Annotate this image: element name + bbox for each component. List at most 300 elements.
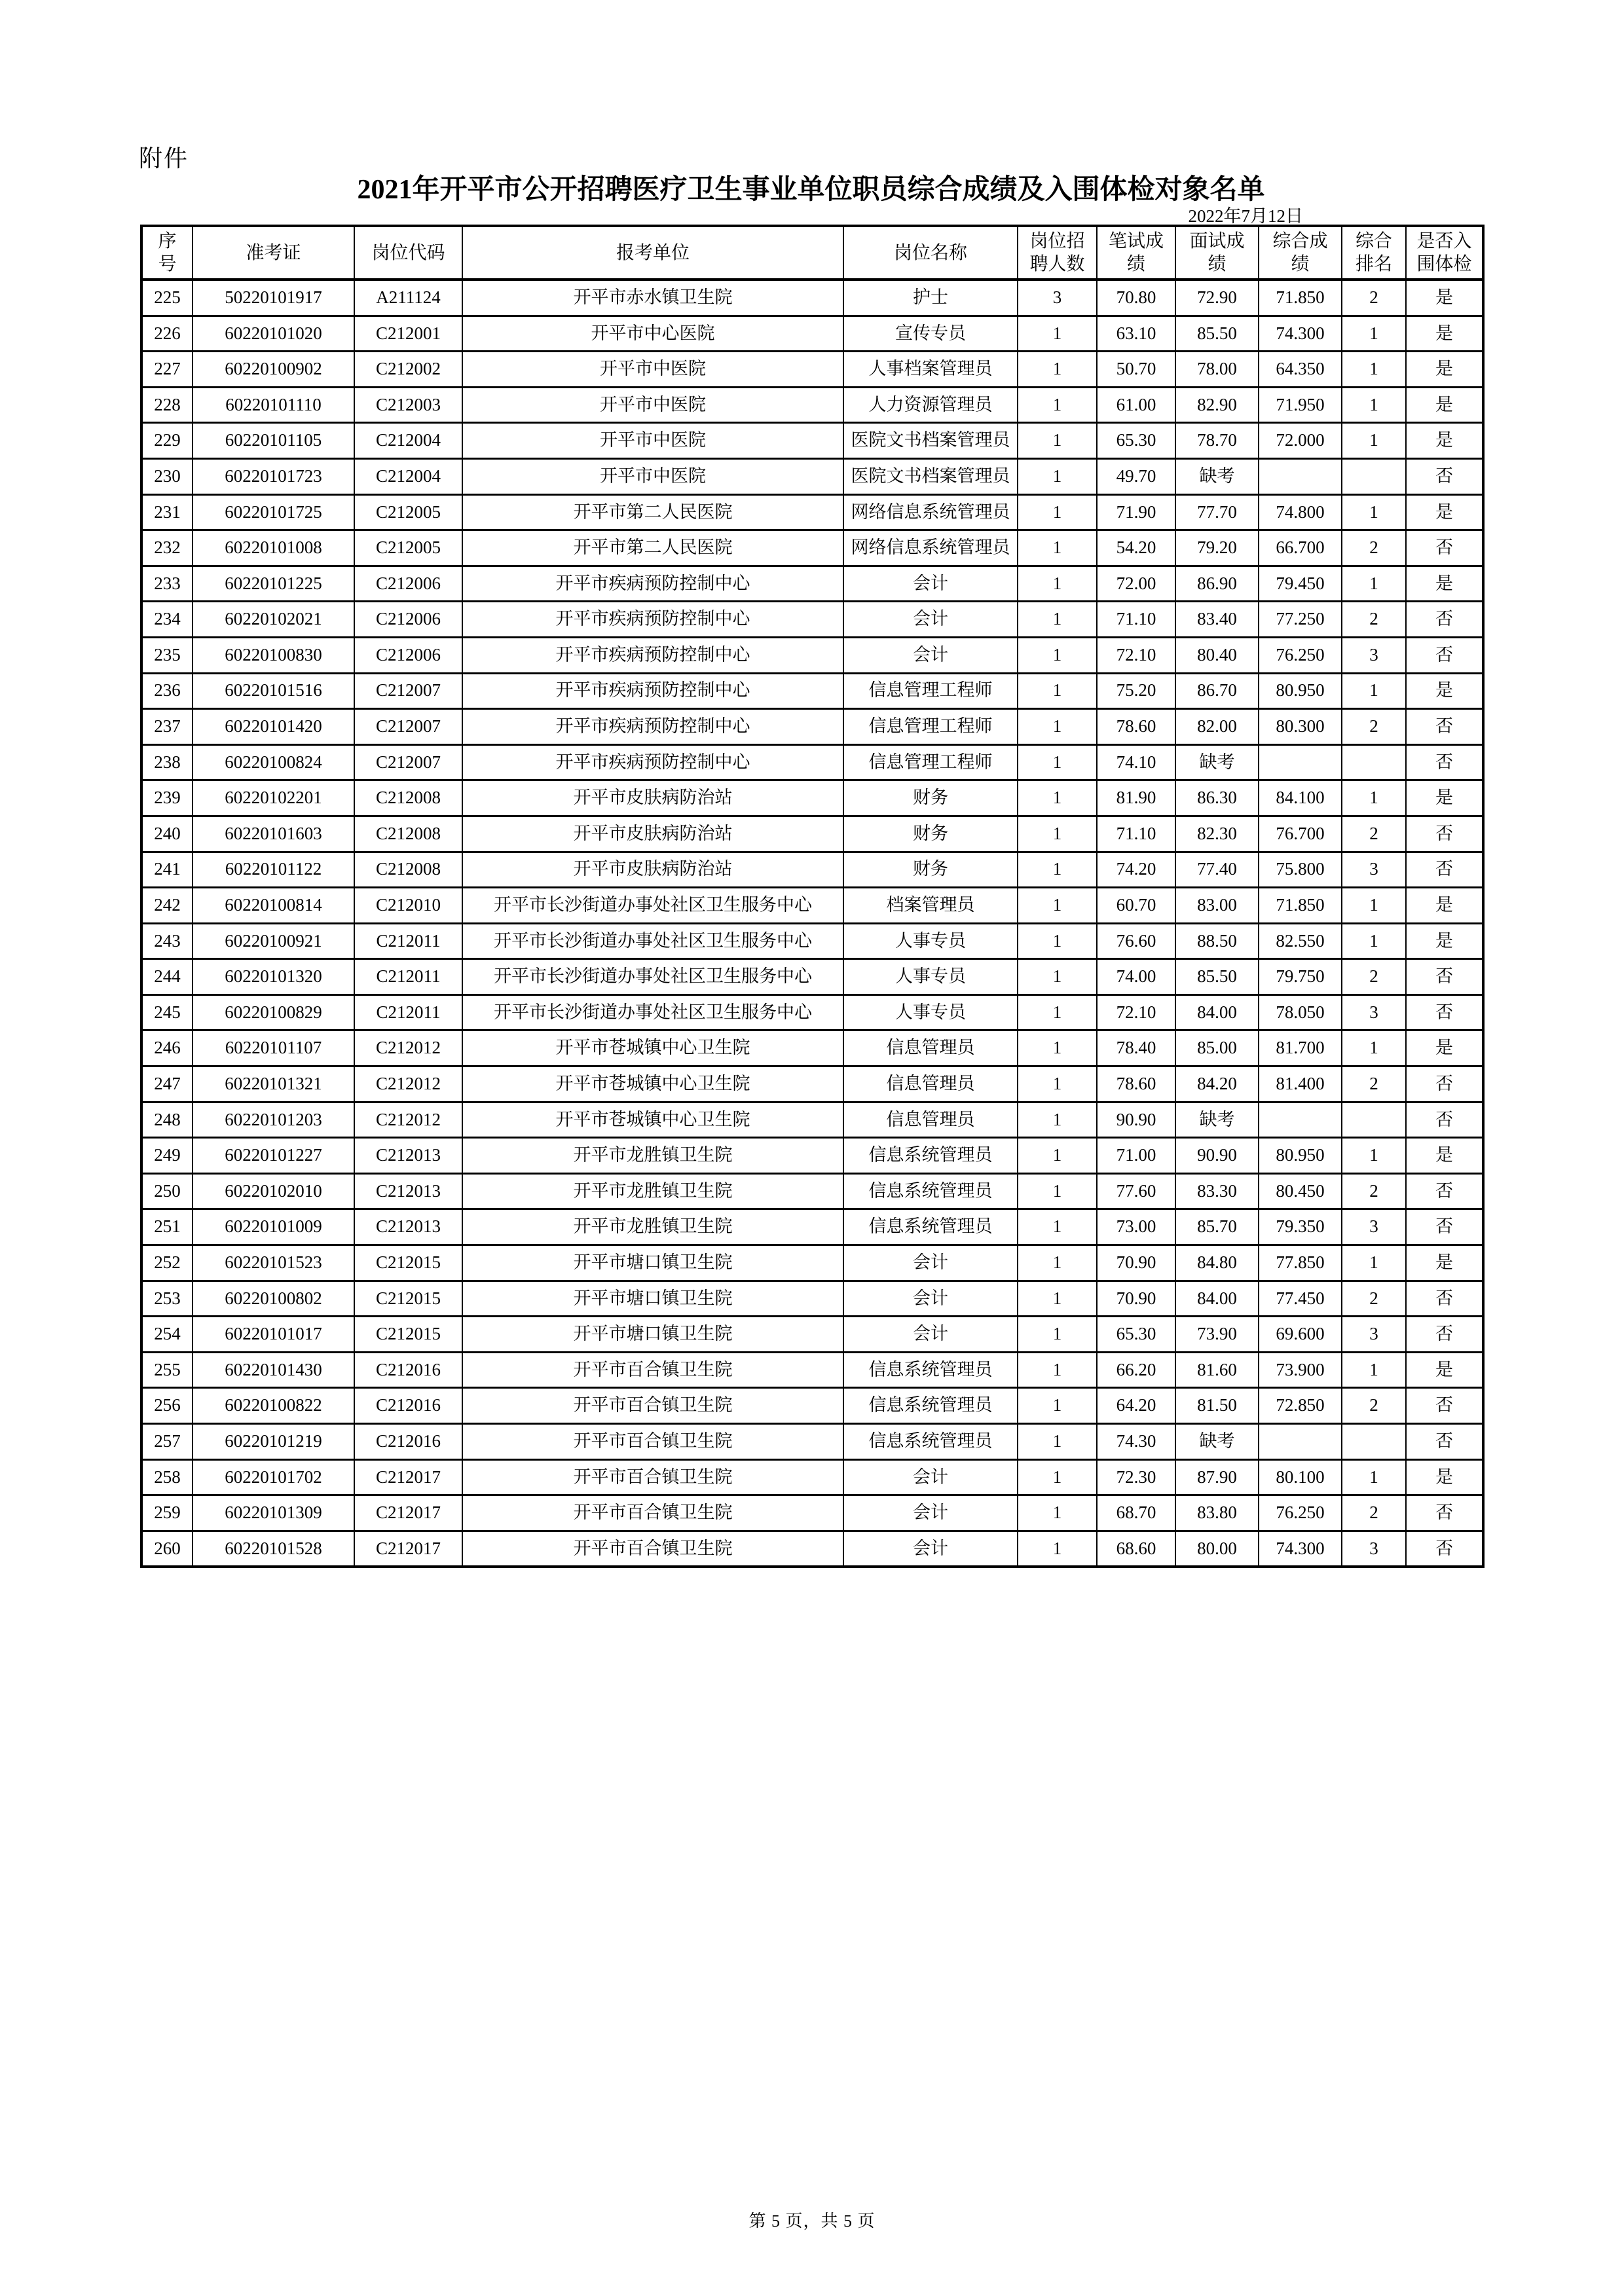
cell: 86.90: [1175, 566, 1259, 602]
cell: 开平市疾病预防控制中心: [462, 566, 843, 602]
cell: 开平市龙胜镇卫生院: [462, 1138, 843, 1174]
cell: 248: [141, 1102, 193, 1138]
cell: C212015: [354, 1281, 462, 1317]
cell: 1: [1018, 816, 1097, 852]
cell: 1: [1342, 780, 1406, 816]
cell: 256: [141, 1388, 193, 1424]
cell: 71.00: [1097, 1138, 1175, 1174]
cell: 开平市苍城镇中心卫生院: [462, 1030, 843, 1066]
cell: 80.300: [1259, 709, 1342, 745]
cell: 65.30: [1097, 423, 1175, 459]
cell: 73.900: [1259, 1352, 1342, 1388]
cell: 79.350: [1259, 1209, 1342, 1245]
page-footer: 第 5 页，共 5 页: [748, 2212, 876, 2231]
cell: 财务: [843, 816, 1018, 852]
cell: 80.100: [1259, 1459, 1342, 1495]
cell: 79.750: [1259, 959, 1342, 995]
cell: 开平市皮肤病防治站: [462, 852, 843, 888]
table-row: [141, 1066, 1483, 1102]
table-row: [141, 1173, 1483, 1209]
cell: 1: [1018, 780, 1097, 816]
cell: 86.70: [1175, 673, 1259, 709]
cell: 否: [1406, 994, 1483, 1030]
cell: 是: [1406, 423, 1483, 459]
cell: 1: [1342, 1138, 1406, 1174]
table-row: [141, 923, 1483, 959]
table-row: [141, 530, 1483, 566]
cell: 72.850: [1259, 1388, 1342, 1424]
cell: 60220101309: [193, 1495, 354, 1531]
cell: 70.90: [1097, 1281, 1175, 1317]
cell: [1342, 744, 1406, 780]
cell: 1: [1018, 1102, 1097, 1138]
cell: 84.20: [1175, 1066, 1259, 1102]
cell: C212017: [354, 1459, 462, 1495]
cell: 74.20: [1097, 852, 1175, 888]
page-title: 2021年开平市公开招聘医疗卫生事业单位职员综合成绩及入围体检对象名单: [357, 175, 1265, 205]
cell: 1: [1018, 1352, 1097, 1388]
cell: 人事专员: [843, 994, 1018, 1030]
cell: 缺考: [1175, 1102, 1259, 1138]
cell: 60220100824: [193, 744, 354, 780]
cell: C212011: [354, 923, 462, 959]
cell: 60220101225: [193, 566, 354, 602]
table-row: [141, 1030, 1483, 1066]
cell: 会计: [843, 637, 1018, 673]
cell: 82.00: [1175, 709, 1259, 745]
cell: 1: [1018, 423, 1097, 459]
cell: 240: [141, 816, 193, 852]
cell: 否: [1406, 852, 1483, 888]
column-header: 是否入围体检: [1406, 226, 1483, 280]
cell: 50.70: [1097, 352, 1175, 388]
cell: 60220100814: [193, 888, 354, 924]
cell: 是: [1406, 923, 1483, 959]
cell: 开平市疾病预防控制中心: [462, 744, 843, 780]
cell: 1: [1342, 566, 1406, 602]
cell: 财务: [843, 780, 1018, 816]
cell: 信息系统管理员: [843, 1209, 1018, 1245]
cell: 是: [1406, 280, 1483, 316]
cell: 信息系统管理员: [843, 1138, 1018, 1174]
cell: 1: [1342, 1352, 1406, 1388]
cell: 60.70: [1097, 888, 1175, 924]
cell: 82.550: [1259, 923, 1342, 959]
cell: 246: [141, 1030, 193, 1066]
table-row: [141, 1317, 1483, 1353]
cell: 1: [1018, 709, 1097, 745]
cell: 60220101227: [193, 1138, 354, 1174]
cell: 是: [1406, 494, 1483, 530]
cell: 1: [1018, 1209, 1097, 1245]
cell: 255: [141, 1352, 193, 1388]
cell: 72.00: [1097, 566, 1175, 602]
cell: 2: [1342, 1388, 1406, 1424]
cell: 258: [141, 1459, 193, 1495]
cell: 84.80: [1175, 1245, 1259, 1281]
date-label: 2022年7月12日: [1188, 206, 1303, 226]
cell: 76.700: [1259, 816, 1342, 852]
cell: 开平市百合镇卫生院: [462, 1352, 843, 1388]
cell: 3: [1342, 994, 1406, 1030]
cell: [1342, 458, 1406, 494]
cell: 79.20: [1175, 530, 1259, 566]
cell: 71.10: [1097, 602, 1175, 638]
cell: 75.800: [1259, 852, 1342, 888]
cell: 1: [1018, 1066, 1097, 1102]
cell: C212007: [354, 744, 462, 780]
cell: 77.60: [1097, 1173, 1175, 1209]
cell: 50220101917: [193, 280, 354, 316]
cell: 信息系统管理员: [843, 1388, 1018, 1424]
table-row: [141, 1245, 1483, 1281]
cell: 74.300: [1259, 1531, 1342, 1567]
table-row: [141, 458, 1483, 494]
cell: 是: [1406, 352, 1483, 388]
table-row: [141, 387, 1483, 423]
cell: 234: [141, 602, 193, 638]
cell: 78.00: [1175, 352, 1259, 388]
cell: C212008: [354, 852, 462, 888]
cell: 是: [1406, 1030, 1483, 1066]
cell: 缺考: [1175, 458, 1259, 494]
cell: 1: [1342, 888, 1406, 924]
cell: 1: [1018, 1173, 1097, 1209]
cell: 70.90: [1097, 1245, 1175, 1281]
cell: 1: [1018, 1317, 1097, 1353]
cell: 60220101105: [193, 423, 354, 459]
cell: 73.00: [1097, 1209, 1175, 1245]
cell: 信息系统管理员: [843, 1424, 1018, 1460]
cell: 242: [141, 888, 193, 924]
cell: 信息系统管理员: [843, 1352, 1018, 1388]
cell: 1: [1018, 852, 1097, 888]
cell: 是: [1406, 1352, 1483, 1388]
cell: 233: [141, 566, 193, 602]
cell: 1: [1018, 1424, 1097, 1460]
cell: 网络信息系统管理员: [843, 530, 1018, 566]
cell: 开平市百合镇卫生院: [462, 1424, 843, 1460]
cell: C212015: [354, 1245, 462, 1281]
cell: 否: [1406, 1317, 1483, 1353]
cell: 1: [1018, 1281, 1097, 1317]
cell: C212012: [354, 1102, 462, 1138]
cell: 医院文书档案管理员: [843, 458, 1018, 494]
cell: 60220101516: [193, 673, 354, 709]
cell: 74.00: [1097, 959, 1175, 995]
cell: 65.30: [1097, 1317, 1175, 1353]
cell: 71.950: [1259, 387, 1342, 423]
cell: 241: [141, 852, 193, 888]
cell: 60220101203: [193, 1102, 354, 1138]
cell: 3: [1018, 280, 1097, 316]
cell: 229: [141, 423, 193, 459]
cell: 72.10: [1097, 637, 1175, 673]
cell: 会计: [843, 566, 1018, 602]
cell: 232: [141, 530, 193, 566]
cell: C212001: [354, 316, 462, 352]
cell: 60220101009: [193, 1209, 354, 1245]
cell: 1: [1018, 994, 1097, 1030]
cell: 249: [141, 1138, 193, 1174]
cell: 开平市中医院: [462, 458, 843, 494]
cell: C212004: [354, 423, 462, 459]
table-row: [141, 852, 1483, 888]
table-row: [141, 888, 1483, 924]
cell: 78.70: [1175, 423, 1259, 459]
cell: 信息管理员: [843, 1066, 1018, 1102]
cell: 医院文书档案管理员: [843, 423, 1018, 459]
cell: 68.60: [1097, 1531, 1175, 1567]
cell: 否: [1406, 1531, 1483, 1567]
cell: 1: [1018, 458, 1097, 494]
cell: [1259, 458, 1342, 494]
cell: 60220101420: [193, 709, 354, 745]
cell: 77.70: [1175, 494, 1259, 530]
column-header: 笔试成绩: [1097, 226, 1175, 280]
table-row: [141, 1281, 1483, 1317]
cell: C212015: [354, 1317, 462, 1353]
cell: 71.10: [1097, 816, 1175, 852]
cell: 开平市塘口镇卫生院: [462, 1281, 843, 1317]
cell: 1: [1018, 316, 1097, 352]
cell: 254: [141, 1317, 193, 1353]
cell: C212013: [354, 1138, 462, 1174]
cell: 宣传专员: [843, 316, 1018, 352]
column-header: 准考证: [193, 226, 354, 280]
cell: 开平市龙胜镇卫生院: [462, 1209, 843, 1245]
cell: 开平市百合镇卫生院: [462, 1531, 843, 1567]
cell: 信息管理员: [843, 1102, 1018, 1138]
cell: 信息管理工程师: [843, 744, 1018, 780]
cell: 85.00: [1175, 1030, 1259, 1066]
cell: 信息管理员: [843, 1030, 1018, 1066]
cell: 信息管理工程师: [843, 673, 1018, 709]
column-header: 序号: [141, 226, 193, 280]
cell: 3: [1342, 852, 1406, 888]
cell: 1: [1018, 387, 1097, 423]
cell: 78.050: [1259, 994, 1342, 1030]
cell: 信息管理工程师: [843, 709, 1018, 745]
cell: 会计: [843, 1495, 1018, 1531]
cell: 1: [1018, 1138, 1097, 1174]
cell: 否: [1406, 1495, 1483, 1531]
cell: 76.250: [1259, 637, 1342, 673]
cell: 83.80: [1175, 1495, 1259, 1531]
cell: 否: [1406, 959, 1483, 995]
cell: 1: [1018, 1388, 1097, 1424]
cell: 否: [1406, 637, 1483, 673]
cell: 72.30: [1097, 1459, 1175, 1495]
cell: 是: [1406, 888, 1483, 924]
cell: 66.20: [1097, 1352, 1175, 1388]
cell: 60220101430: [193, 1352, 354, 1388]
cell: 2: [1342, 1495, 1406, 1531]
cell: C212017: [354, 1531, 462, 1567]
cell: 257: [141, 1424, 193, 1460]
table-row: [141, 994, 1483, 1030]
cell: 78.60: [1097, 709, 1175, 745]
cell: 238: [141, 744, 193, 780]
cell: 是: [1406, 1459, 1483, 1495]
cell: C212010: [354, 888, 462, 924]
cell: 开平市长沙街道办事处社区卫生服务中心: [462, 923, 843, 959]
cell: 会计: [843, 1531, 1018, 1567]
cell: 3: [1342, 1531, 1406, 1567]
cell: 1: [1018, 1030, 1097, 1066]
cell: C212006: [354, 602, 462, 638]
cell: 开平市疾病预防控制中心: [462, 602, 843, 638]
cell: 80.950: [1259, 673, 1342, 709]
cell: 1: [1018, 959, 1097, 995]
table-row: [141, 959, 1483, 995]
table-row: [141, 1388, 1483, 1424]
cell: 77.250: [1259, 602, 1342, 638]
cell: 60220101702: [193, 1459, 354, 1495]
cell: 1: [1342, 1245, 1406, 1281]
table-row: [141, 1531, 1483, 1567]
table-row: [141, 1495, 1483, 1531]
cell: 开平市中医院: [462, 423, 843, 459]
cell: 64.20: [1097, 1388, 1175, 1424]
cell: 76.250: [1259, 1495, 1342, 1531]
column-header: 综合排名: [1342, 226, 1406, 280]
cell: 开平市皮肤病防治站: [462, 780, 843, 816]
cell: 76.60: [1097, 923, 1175, 959]
cell: 61.00: [1097, 387, 1175, 423]
cell: 1: [1342, 673, 1406, 709]
cell: 2: [1342, 602, 1406, 638]
cell: 否: [1406, 816, 1483, 852]
cell: 228: [141, 387, 193, 423]
cell: 85.50: [1175, 316, 1259, 352]
cell: 60220101110: [193, 387, 354, 423]
cell: C212005: [354, 494, 462, 530]
cell: 2: [1342, 816, 1406, 852]
cell: 3: [1342, 637, 1406, 673]
cell: 否: [1406, 602, 1483, 638]
cell: 否: [1406, 1102, 1483, 1138]
cell: 237: [141, 709, 193, 745]
cell: 243: [141, 923, 193, 959]
cell: 71.850: [1259, 888, 1342, 924]
cell: 80.00: [1175, 1531, 1259, 1567]
table-row: [141, 1424, 1483, 1460]
cell: 60220101008: [193, 530, 354, 566]
table-row: [141, 352, 1483, 388]
cell: 否: [1406, 1281, 1483, 1317]
cell: 60220102201: [193, 780, 354, 816]
cell: 83.40: [1175, 602, 1259, 638]
cell: 会计: [843, 1245, 1018, 1281]
cell: 开平市中医院: [462, 387, 843, 423]
cell: 77.40: [1175, 852, 1259, 888]
cell: 60220101723: [193, 458, 354, 494]
cell: 否: [1406, 1388, 1483, 1424]
cell: 开平市百合镇卫生院: [462, 1459, 843, 1495]
cell: 88.50: [1175, 923, 1259, 959]
cell: 71.850: [1259, 280, 1342, 316]
cell: 开平市疾病预防控制中心: [462, 673, 843, 709]
table-row: [141, 1102, 1483, 1138]
cell: [1342, 1102, 1406, 1138]
cell: 60220101017: [193, 1317, 354, 1353]
table-row: [141, 673, 1483, 709]
cell: 缺考: [1175, 744, 1259, 780]
cell: C212012: [354, 1066, 462, 1102]
cell: 72.000: [1259, 423, 1342, 459]
cell: 226: [141, 316, 193, 352]
cell: 230: [141, 458, 193, 494]
cell: 60220101603: [193, 816, 354, 852]
cell: 60220101320: [193, 959, 354, 995]
cell: 60220102010: [193, 1173, 354, 1209]
cell: 81.400: [1259, 1066, 1342, 1102]
cell: 70.80: [1097, 280, 1175, 316]
cell: 60220101219: [193, 1424, 354, 1460]
cell: 会计: [843, 602, 1018, 638]
cell: C212013: [354, 1173, 462, 1209]
table-row: [141, 1459, 1483, 1495]
table-row: [141, 709, 1483, 745]
cell: 74.800: [1259, 494, 1342, 530]
cell: 80.950: [1259, 1138, 1342, 1174]
cell: 245: [141, 994, 193, 1030]
cell: 72.90: [1175, 280, 1259, 316]
cell: 开平市苍城镇中心卫生院: [462, 1066, 843, 1102]
cell: 1: [1018, 602, 1097, 638]
cell: C212008: [354, 816, 462, 852]
cell: 开平市中医院: [462, 352, 843, 388]
cell: 1: [1018, 744, 1097, 780]
cell: 信息系统管理员: [843, 1173, 1018, 1209]
cell: 259: [141, 1495, 193, 1531]
cell: 人力资源管理员: [843, 387, 1018, 423]
cell: 2: [1342, 709, 1406, 745]
cell: 72.10: [1097, 994, 1175, 1030]
cell: 82.90: [1175, 387, 1259, 423]
cell: C212017: [354, 1495, 462, 1531]
cell: 66.700: [1259, 530, 1342, 566]
cell: 1: [1342, 923, 1406, 959]
cell: 否: [1406, 1173, 1483, 1209]
header-row: [141, 226, 1483, 280]
cell: 80.450: [1259, 1173, 1342, 1209]
cell: 90.90: [1175, 1138, 1259, 1174]
column-header: 岗位招聘人数: [1018, 226, 1097, 280]
cell: 是: [1406, 1138, 1483, 1174]
cell: 49.70: [1097, 458, 1175, 494]
cell: 79.450: [1259, 566, 1342, 602]
cell: 护士: [843, 280, 1018, 316]
cell: 会计: [843, 1317, 1018, 1353]
cell: 1: [1018, 923, 1097, 959]
cell: 3: [1342, 1209, 1406, 1245]
cell: 68.70: [1097, 1495, 1175, 1531]
table-row: [141, 780, 1483, 816]
cell: 83.30: [1175, 1173, 1259, 1209]
cell: 是: [1406, 566, 1483, 602]
cell: 2: [1342, 530, 1406, 566]
cell: 84.100: [1259, 780, 1342, 816]
cell: 1: [1018, 1495, 1097, 1531]
cell: 60220100802: [193, 1281, 354, 1317]
cell: 开平市百合镇卫生院: [462, 1388, 843, 1424]
cell: 开平市疾病预防控制中心: [462, 709, 843, 745]
table-row: [141, 423, 1483, 459]
cell: C212016: [354, 1424, 462, 1460]
cell: 否: [1406, 1066, 1483, 1102]
